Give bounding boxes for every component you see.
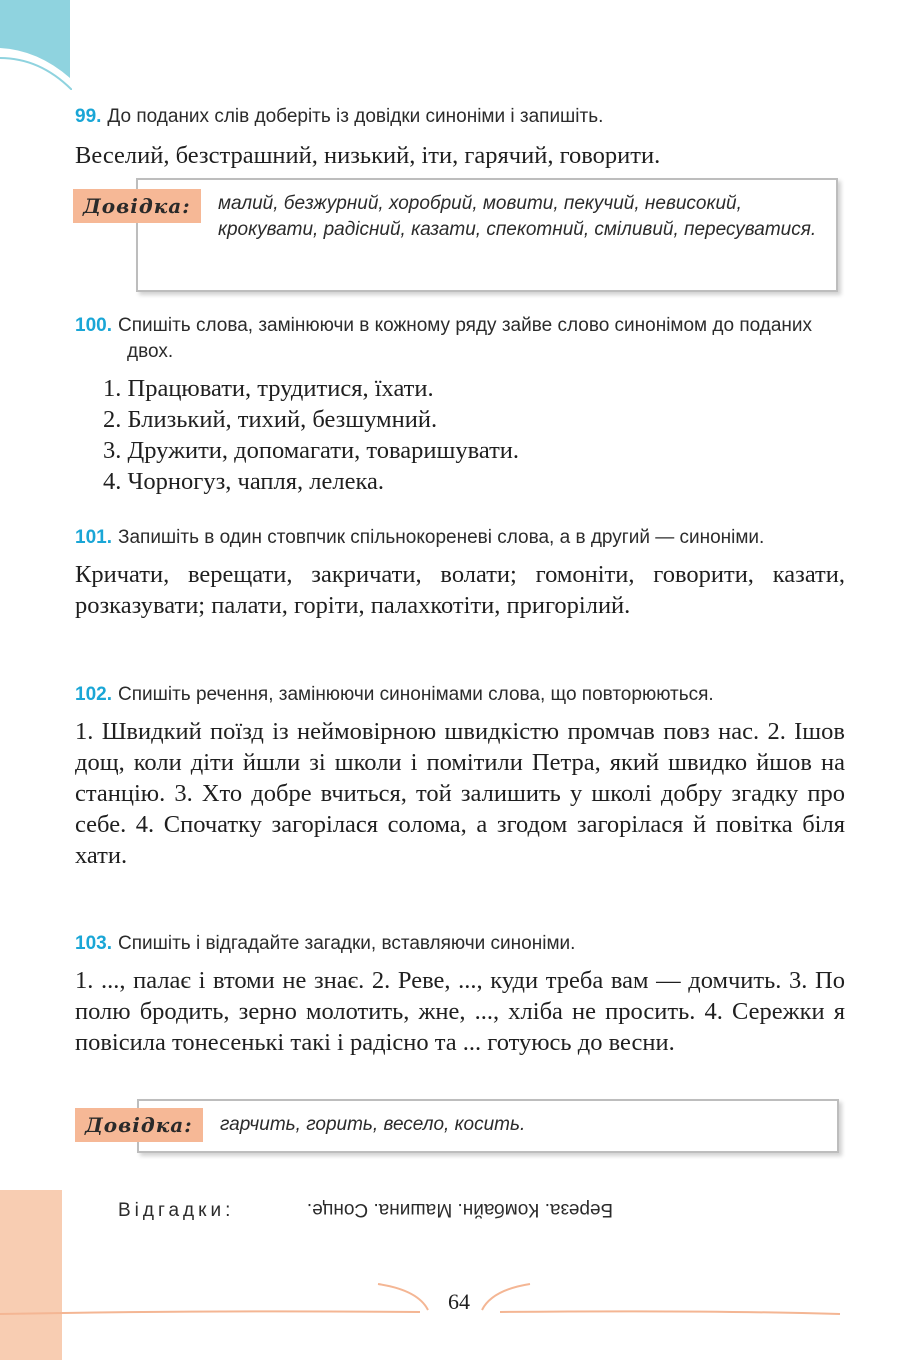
list-item: 1. Працювати, трудитися, їхати. <box>103 375 434 402</box>
answers-label: Відгадки: <box>118 1200 235 1221</box>
exercise-99 <box>75 104 845 171</box>
answers-upside-down: Береза. Комбайн. Машина. Сонце. <box>306 1199 613 1220</box>
exercise-101-instruction: 101. Запишіть в один стовпчик спільнокореневі слова, а в другий — синоніми. <box>75 527 765 548</box>
list-item: 3. Дружити, допомагати, товаришувати. <box>103 437 520 464</box>
exercise-number: 99. <box>75 106 102 127</box>
exercise-101 <box>75 525 845 621</box>
exercise-number: 103. <box>75 933 112 954</box>
reference-text: гарчить, горить, весело, косить. <box>220 1114 526 1135</box>
exercise-103-instruction: 103. Спишіть і відгадайте загадки, вставляючи синоніми. <box>75 933 576 954</box>
exercise-101-text: Кричати, верещати, закричати, волати; гомоніти, говорити, казати, розказувати; палати, горіти, палахкотіти, пригорілий. <box>75 561 845 619</box>
reference-label: Довідка: <box>75 1108 203 1142</box>
exercise-103-text: 1. ..., палає і втоми не знає. 2. Реве, ..., куди треба вам — домчить. 3. По полю бродить, зерно молотить, жне, ..., хліба не просить. 4. Сережки я повісила тонесенькі такі і радісно та ... готуюсь до весни. <box>75 967 845 1056</box>
exercise-number: 100. <box>75 315 112 336</box>
top-corner-decoration <box>0 0 72 90</box>
reference-label: Довідка: <box>73 189 201 223</box>
page-number: 64 <box>448 1289 470 1314</box>
exercise-100-instruction: 100. Спишіть слова, замінюючи в кожному ряду зайве слово синонімом до поданих двох. <box>75 315 813 362</box>
exercise-number: 101. <box>75 527 112 548</box>
list-item: 4. Чорногуз, чапля, лелека. <box>103 468 384 495</box>
exercise-102-instruction: 102. Спишіть речення, замінюючи синонімами слова, що повторюються. <box>75 684 714 705</box>
list-item: 2. Близький, тихий, безшумний. <box>103 406 438 433</box>
exercise-100-list <box>75 373 845 497</box>
exercise-103 <box>75 931 845 1058</box>
exercise-102 <box>75 682 845 871</box>
reference-text: малий, безжурний, хоробрий, мовити, пекучий, невисокий, крокувати, радісний, казати, спекотний, сміливий, пересуватися. <box>218 193 817 240</box>
exercise-102-text: 1. Швидкий поїзд із неймовірною швидкістю промчав повз нас. 2. Ішов дощ, коли діти йшли зі школи і помітили Петра, який швидко йшов на станцію. 3. Хто добре вчиться, той залишить у школі добру згадку про себе. 4. Спочатку загорілася солома, а згодом загорілася й повітка біля хати. <box>75 718 845 869</box>
exercise-number: 102. <box>75 684 112 705</box>
exercise-99-text: Веселий, безстрашний, низький, іти, гарячий, говорити. <box>75 142 661 169</box>
exercise-99-instruction: 99. До поданих слів доберіть із довідки синоніми і запишіть. <box>75 106 604 127</box>
exercise-100 <box>75 313 845 497</box>
